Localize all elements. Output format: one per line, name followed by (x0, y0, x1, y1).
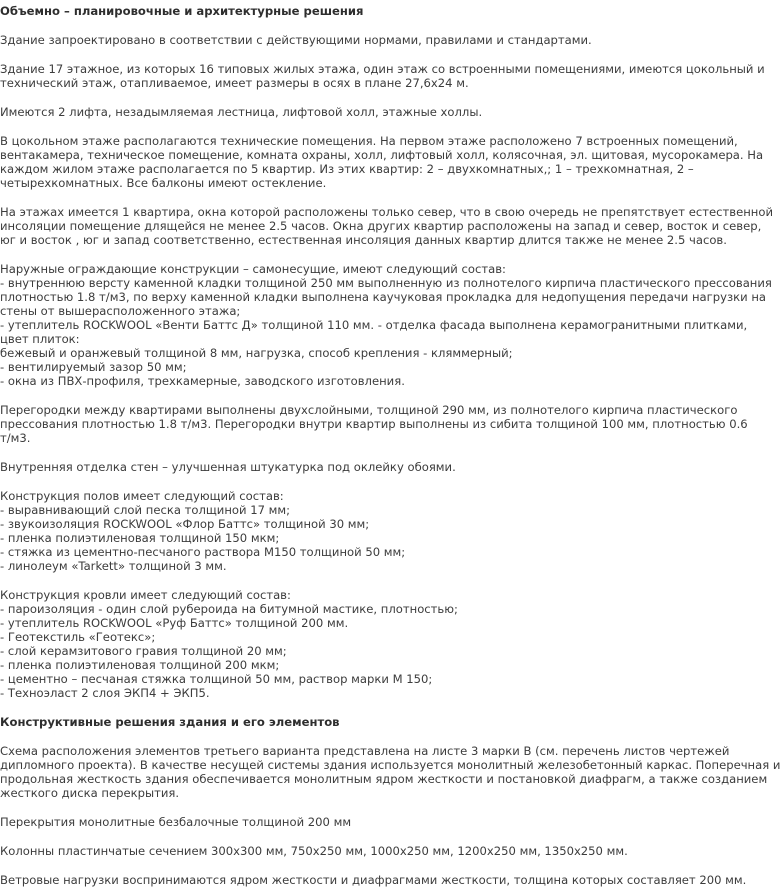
text-line: Конструктивные решения здания и его элементов (0, 715, 340, 729)
text-line: цвет плиток: (0, 332, 80, 346)
text-line: плотностью 1.8 т/м3, по верху каменной кладки выполнена каучуковая прокладка для недопущения передачи нагрузки на (0, 290, 767, 304)
section-heading (0, 715, 690, 729)
paragraph (0, 134, 764, 190)
text-line: вентакамера, техническое помещение, комната охраны, холл, лифтовый холл, колясочная, эл. щитовая, мусорокамера. На (0, 148, 764, 162)
paragraph (0, 460, 690, 474)
text-line: стены от вышерасположенного этажа; (0, 304, 241, 318)
text-line: юг и восток , юг и запад соответственно, естественная инсоляция данных квартир длится также не менее 2.5 часов. (0, 233, 727, 247)
paragraph (0, 205, 774, 247)
text-line: - окна из ПВХ-профиля, трехкамерные, заводского изготовления. (0, 374, 405, 388)
text-line: - Техноэласт 2 слоя ЭКП4 + ЭКП5. (0, 686, 210, 700)
text-line: продольная жесткость здания обеспечивается монолитным ядром жесткости и постановкой диафрагм, а также созданием (0, 772, 768, 786)
text-line: - слой керамзитового гравия толщиной 20 мм; (0, 644, 287, 658)
text-line: - цементно – песчаная стяжка толщиной 50 мм, раствор марки М 150; (0, 672, 433, 686)
paragraph (0, 262, 772, 388)
text-line: На этажах имеется 1 квартира, окна которой расположены только север, что в свою очередь не препятствует естественной (0, 205, 774, 219)
text-line: - пленка полиэтиленовая толщиной 150 мкм; (0, 531, 280, 545)
text-line: бежевый и оранжевый толщиной 8 мм, нагрузка, способ крепления - кляммерный; (0, 346, 513, 360)
paragraph (0, 403, 748, 445)
text-line: Наружные ограждающие конструкции – самонесущие, имеют следующий состав: (0, 262, 506, 276)
text-line: прессования плотностью 1.8 т/м3. Перегородки внутри квартир выполнены из сибита толщиной 100 мм, плотностью 0.6 (0, 417, 748, 431)
text-line: - пленка полиэтиленовая толщиной 200 мкм; (0, 658, 280, 672)
text-line: В цокольном этаже располагаются технические помещения. На первом этаже расположено 7 встроенных помещений, (0, 134, 738, 148)
text-line: - линолеум «Tarkett» толщиной 3 мм. (0, 559, 227, 573)
text-line: Ветровые нагрузки воспринимаются ядром жесткости и диафрагмами жесткости, толщина которых составляет 200 мм. (0, 873, 747, 887)
text-line: каждом жилом этаже располагается по 5 квартир. Из этих квартир: 2 – двухкомнатных,; 1 – трехкомнатная, 2 – (0, 162, 694, 176)
text-line: - вентилируемый зазор 50 мм; (0, 360, 187, 374)
text-line: дипломного проекта). В качестве несущей системы здания используется монолитный железобетонный каркас. Поперечная и (0, 758, 780, 772)
text-line: технический этаж, отапливаемое, имеет размеры в осях в плане 27,6х24 м. (0, 76, 469, 90)
text-line: - внутреннюю версту каменной кладки толщиной 250 мм выполненную из полнотелого кирпича пластического прессования (0, 276, 772, 290)
text-line: - пароизоляция - один слой рубероида на битумной мастике, плотностью; (0, 602, 458, 616)
text-line: Конструкция кровли имеет следующий состав: (0, 588, 291, 602)
text-line: - Геотекстиль «Геотекс»; (0, 630, 156, 644)
text-line: - утеплитель ROCKWOOL «Венти Баттс Д» толщиной 110 мм. - отделка фасада выполнена керамогранитными плитками, (0, 318, 748, 332)
paragraph (0, 105, 690, 119)
text-line: Объемно – планировочные и архитектурные решения (0, 4, 364, 18)
paragraph (0, 815, 690, 829)
paragraph (0, 844, 690, 858)
text-line: Колонны пластинчатые сечением 300х300 мм, 750х250 мм, 1000х250 мм, 1200х250 мм, 1350х250 мм. (0, 844, 628, 858)
text-line: Схема расположения элементов третьего варианта представлена на листе 3 марки В (см. перечень листов чертежей (0, 744, 730, 758)
text-line: Конструкция полов имеет следующий состав: (0, 489, 284, 503)
text-line: Имеются 2 лифта, незадымляемая лестница, лифтовой холл, этажные холлы. (0, 105, 483, 119)
text-line: инсоляции помещение длящейся не менее 2.5 часов. Окна других квартир расположены на запад и север, восток и север, (0, 219, 762, 233)
text-line: т/м3. (0, 431, 31, 445)
text-line: - стяжка из цементно-песчаного раствора М150 толщиной 50 мм; (0, 545, 406, 559)
text-line: Перегородки между квартирами выполнены двухслойными, толщиной 290 мм, из полнотелого кирпича пластического (0, 403, 738, 417)
text-line: - утеплитель ROCKWOOL «Руф Баттс» толщиной 200 мм. (0, 616, 349, 630)
text-line: - выравнивающий слой песка толщиной 17 мм; (0, 503, 291, 517)
text-line: жесткого диска перекрытия. (0, 786, 180, 800)
text-line: Здание 17 этажное, из которых 16 типовых жилых этажа, один этаж со встроенными помещениями, имеются цокольный и (0, 62, 765, 76)
paragraph (0, 588, 690, 700)
text-line: Перекрытия монолитные безбалочные толщиной 200 мм (0, 815, 352, 829)
text-line: четырехкомнатных. Все балконы имеют остекление. (0, 176, 327, 190)
text-line: Внутренняя отделка стен – улучшенная штукатурка под оклейку обоями. (0, 460, 456, 474)
text-line: Здание запроектировано в соответствии с действующими нормами, правилами и стандартами. (0, 33, 592, 47)
paragraph (0, 62, 765, 90)
section-heading (0, 4, 690, 18)
paragraph (0, 873, 747, 887)
paragraph (0, 489, 690, 573)
paragraph (0, 744, 780, 800)
text-line: - звукоизоляция ROCKWOOL «Флор Баттс» толщиной 30 мм; (0, 517, 370, 531)
paragraph (0, 33, 690, 47)
